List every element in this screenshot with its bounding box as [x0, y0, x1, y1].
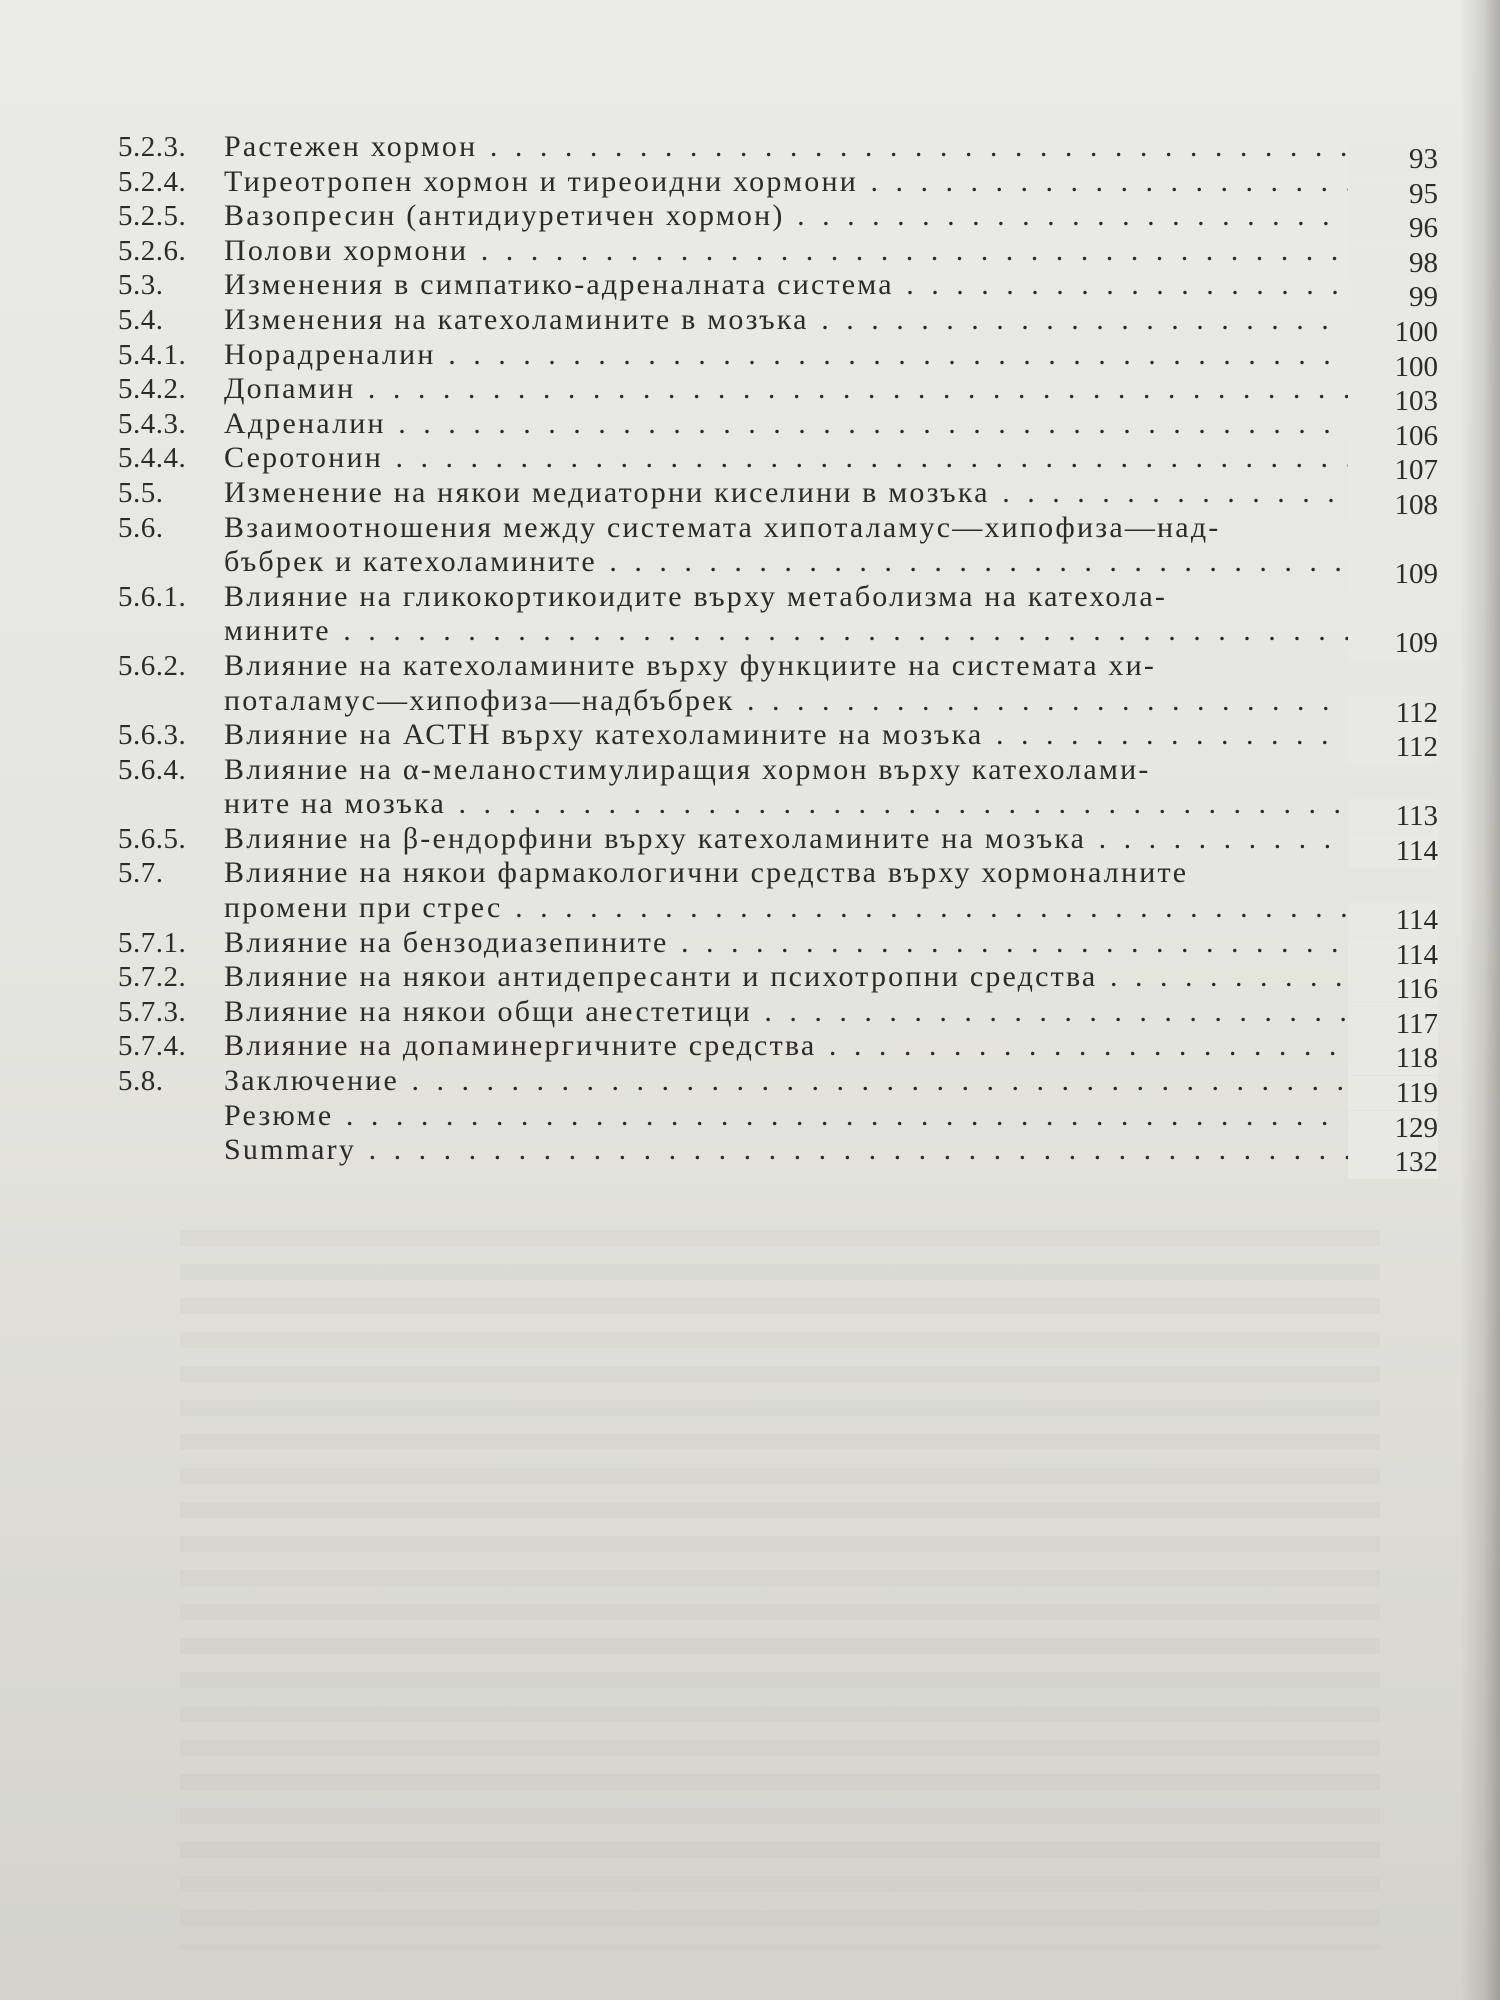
- section-title: Summary . . .: [224, 1133, 1434, 1167]
- page-number: 107: [1348, 453, 1438, 487]
- toc-entry: [118, 925, 1438, 971]
- toc-entry-continuation: [118, 787, 1438, 833]
- section-title: Влияние на някои фармакологични средства върху хормоналните: [224, 856, 1189, 890]
- section-number: 5.7.: [118, 857, 164, 890]
- section-number: 5.4.3.: [118, 407, 187, 440]
- section-title: Влияние на някои антидепресанти и психотропни средства . . .: [224, 960, 1434, 994]
- section-title: Влияние на β-ендорфини върху катехоламините на мозъка . . .: [224, 822, 1434, 856]
- toc-entry: [118, 649, 1418, 684]
- toc-entry: [118, 199, 1438, 245]
- section-title: поталамус—хипофиза—надбъбрек . . .: [224, 684, 1434, 718]
- section-number: 5.2.3.: [118, 131, 187, 163]
- section-number: 5.6.4.: [118, 753, 187, 786]
- toc-entry-continuation: [118, 891, 1438, 937]
- toc-entry: [118, 856, 1418, 891]
- section-title: Норадреналин . . .: [224, 338, 1434, 372]
- toc-entry: [118, 302, 1438, 348]
- page-number: 118: [1348, 1041, 1438, 1075]
- toc-entry: [118, 268, 1438, 314]
- show-through-text: [180, 1230, 1380, 1950]
- page-number: 108: [1348, 488, 1438, 522]
- section-title: ните на мозъка . . .: [224, 787, 1434, 821]
- toc-entry: [118, 1133, 1438, 1179]
- section-title: Вазопресин (антидиуретичен хормон) . . .: [224, 199, 1434, 233]
- toc-entry: [118, 130, 1438, 175]
- section-number: 5.4.4.: [118, 442, 187, 475]
- section-number: 5.2.6.: [118, 234, 187, 267]
- toc-entry: [118, 1098, 1438, 1144]
- page-number: 109: [1348, 557, 1438, 591]
- section-title: Взаимоотношения между системата хипоталамус—хипофиза—над-: [224, 510, 1221, 544]
- section-number: 5.7.2.: [118, 961, 187, 994]
- section-title: Влияние на гликокортикоидите върху метаболизма на катехола-: [224, 579, 1168, 613]
- toc-entry: [118, 821, 1438, 867]
- page-number: 114: [1348, 938, 1438, 972]
- page-number: 112: [1348, 730, 1438, 764]
- section-title: Влияние на катехоламините върху функциите на системата хи-: [224, 648, 1157, 682]
- page-edge-shadow: [1460, 0, 1500, 2000]
- page-number: 116: [1348, 972, 1438, 1006]
- section-number: 5.2.4.: [118, 165, 187, 198]
- section-title: Допамин . . .: [224, 372, 1434, 406]
- section-title: мините . . .: [224, 614, 1434, 648]
- section-title: промени при стрес . . .: [224, 891, 1434, 925]
- page-number: 112: [1348, 696, 1438, 730]
- page-number: 95: [1348, 177, 1438, 211]
- section-title: Влияние на АСТН върху катехоламините на мозъка . . .: [224, 718, 1434, 752]
- section-title: Серотонин . . .: [224, 441, 1434, 475]
- section-title: Тиреотропен хормон и тиреоидни хормони . . .: [224, 165, 1434, 199]
- page-number: 93: [1348, 142, 1438, 176]
- section-title: Влияние на бензодиазепините . . .: [224, 926, 1434, 960]
- section-number: 5.4.2.: [118, 373, 187, 406]
- toc-entry: [118, 1029, 1438, 1075]
- section-number: 5.4.1.: [118, 338, 187, 371]
- page-number: 103: [1348, 384, 1438, 418]
- page-number: 129: [1348, 1111, 1438, 1145]
- page-number: 114: [1348, 834, 1438, 868]
- page-number: 113: [1348, 799, 1438, 833]
- toc-entry-continuation: [118, 683, 1438, 729]
- section-title: Полови хормони . . .: [224, 234, 1434, 268]
- toc-entry: [118, 164, 1438, 210]
- toc-entry: [118, 580, 1418, 615]
- section-title: Растежен хормон . . .: [224, 130, 1434, 164]
- toc-entry: [118, 233, 1438, 279]
- page-number: 98: [1348, 246, 1438, 280]
- toc-entry: [118, 718, 1438, 764]
- section-number: 5.8.: [118, 1065, 164, 1098]
- section-title: Влияние на α-меланостимулиращия хормон върху катехолами-: [224, 752, 1151, 786]
- toc-entry: [118, 960, 1438, 1006]
- page-number: 106: [1348, 419, 1438, 453]
- page-number: 132: [1348, 1145, 1438, 1179]
- section-number: 5.7.3.: [118, 995, 187, 1028]
- section-number: 5.5.: [118, 476, 164, 509]
- section-number: 5.4.: [118, 303, 164, 336]
- section-number: 5.6.5.: [118, 822, 187, 855]
- section-number: 5.6.3.: [118, 719, 187, 752]
- section-title: Влияние на допаминергичните средства . . .: [224, 1029, 1434, 1063]
- section-title: Адреналин . . .: [224, 407, 1434, 441]
- toc-entry: [118, 1064, 1438, 1110]
- toc-entry: [118, 372, 1438, 418]
- section-title: Изменения на катехоламините в мозъка . . .: [224, 303, 1434, 337]
- toc-entry: [118, 753, 1418, 788]
- section-number: 5.6.1.: [118, 580, 187, 613]
- toc-entry: [118, 475, 1438, 521]
- section-title: бъбрек и катехоламините . . .: [224, 545, 1434, 579]
- section-number: 5.6.: [118, 511, 164, 544]
- page-number: 114: [1348, 903, 1438, 937]
- toc-entry: [118, 511, 1418, 546]
- section-number: 5.6.2.: [118, 649, 187, 682]
- section-title: Заключение . . .: [224, 1064, 1434, 1098]
- toc-entry: [118, 337, 1438, 383]
- table-of-contents: [118, 130, 1438, 1179]
- page-number: 100: [1348, 350, 1438, 384]
- section-number: 5.2.5.: [118, 200, 187, 233]
- page-number: 119: [1348, 1076, 1438, 1110]
- toc-entry: [118, 441, 1438, 487]
- page-number: 117: [1348, 1007, 1438, 1041]
- page-number: 99: [1348, 280, 1438, 314]
- section-title: Влияние на някои общи анестетици . . .: [224, 995, 1434, 1029]
- toc-entry-continuation: [118, 614, 1438, 660]
- section-title: Изменение на някои медиаторни киселини в мозъка . . .: [224, 476, 1434, 510]
- section-title: Резюме . . .: [224, 1099, 1434, 1133]
- section-number: 5.7.4.: [118, 1030, 187, 1063]
- toc-entry-continuation: [118, 545, 1438, 591]
- page-number: 100: [1348, 315, 1438, 349]
- section-number: 5.3.: [118, 269, 164, 302]
- page-number: 96: [1348, 211, 1438, 245]
- page-number: 109: [1348, 626, 1438, 660]
- toc-entry: [118, 994, 1438, 1040]
- toc-entry: [118, 406, 1438, 452]
- section-title: Изменения в симпатико-адреналната система . . .: [224, 268, 1434, 302]
- section-number: 5.7.1.: [118, 926, 187, 959]
